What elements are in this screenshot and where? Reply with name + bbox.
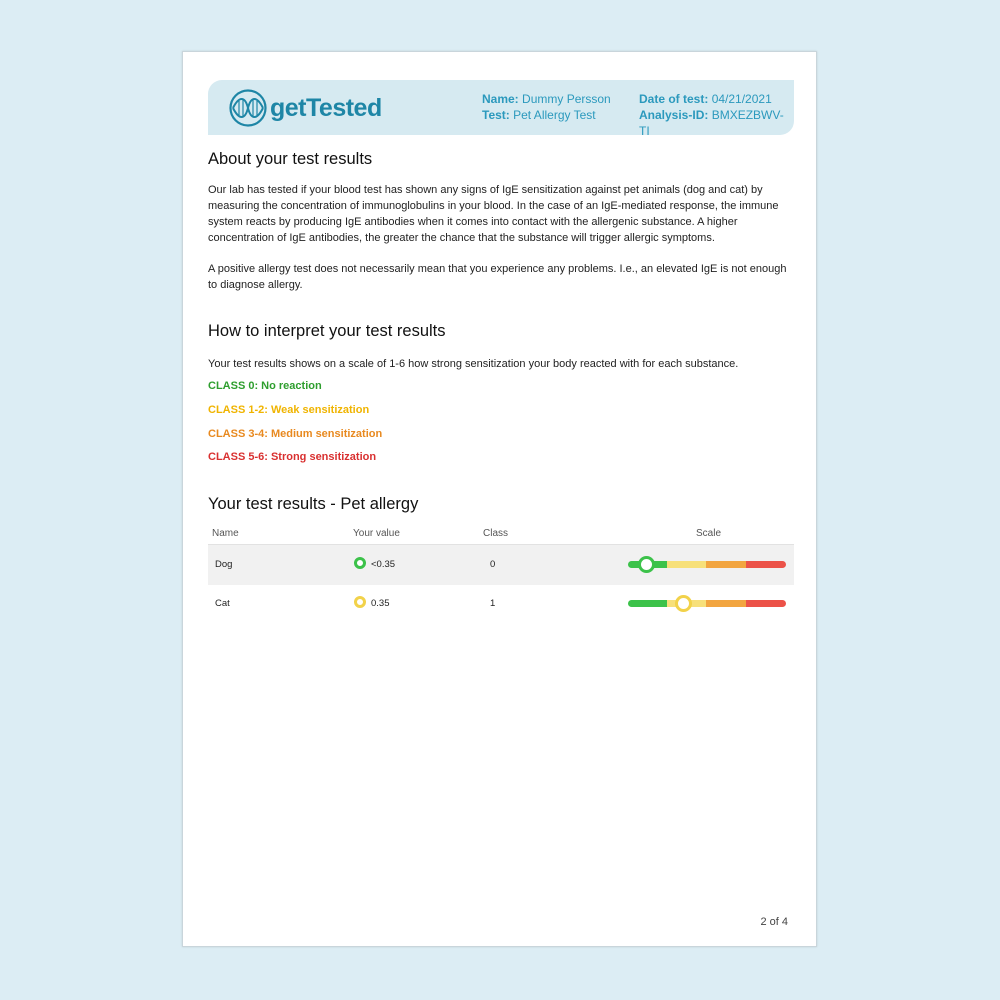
scale-segment-green — [628, 600, 667, 607]
document-page — [182, 51, 817, 947]
row-name: Dog — [215, 559, 233, 570]
analysis-id-label: Analysis-ID: — [639, 108, 709, 122]
row-class: 0 — [490, 559, 496, 570]
about-paragraph-1: Our lab has tested if your blood test has shown any signs of IgE sensitization against pet animals (dog and cat) by measuring the concentration of immunoglobulins in your blood. In the case of an IgE-mediated response, the immune system reacts by producing IgE antibodies when it comes into contact with the allergenic substance. A higher concentration of IgE antibodies, the greater the chance that the substance will trigger allergic symptoms. — [208, 184, 779, 244]
column-header-value: Your value — [353, 528, 400, 539]
scale-segment-red — [746, 600, 786, 607]
test-value: Pet Allergy Test — [513, 108, 596, 122]
test-label: Test: — [482, 108, 510, 122]
row-value: 0.35 — [371, 598, 390, 609]
scale-marker-icon — [675, 595, 692, 612]
class-1-2-label: CLASS 1-2: Weak sensitization — [208, 404, 370, 416]
report-header — [208, 80, 794, 138]
class-5-6-label: CLASS 5-6: Strong sensitization — [208, 451, 377, 463]
table-row — [208, 544, 794, 585]
about-paragraph-2: A positive allergy test does not necessarily mean that you experience any problems. I.e., an elevated IgE is not enough to diagnose allergy. — [208, 263, 787, 291]
sensitization-scale — [628, 561, 786, 568]
value-indicator-icon — [354, 596, 366, 608]
column-header-name: Name — [212, 528, 239, 539]
sensitization-scale — [628, 600, 786, 607]
interpret-intro: Your test results shows on a scale of 1-6 how strong sensitization your body reacted with for each substance. — [208, 358, 739, 370]
class-0-label: CLASS 0: No reaction — [208, 380, 322, 392]
scale-segment-orange — [706, 600, 746, 607]
test-info — [639, 91, 794, 139]
table-row — [208, 584, 794, 624]
scale-segment-red — [746, 561, 786, 568]
date-value: 04/21/2021 — [711, 92, 772, 106]
value-indicator-icon — [354, 557, 366, 569]
name-label: Name: — [482, 92, 519, 106]
name-value: Dummy Persson — [522, 92, 611, 106]
brand-logo — [228, 88, 388, 128]
scale-segment-orange — [706, 561, 746, 568]
dna-logo-icon — [228, 88, 268, 128]
interpret-heading: How to interpret your test results — [208, 322, 446, 340]
analysis-id-value: BMXEZBWV-TI — [639, 108, 784, 138]
scale-marker-icon — [638, 556, 655, 573]
brand-name: getTested — [270, 94, 382, 122]
results-heading: Your test results - Pet allergy — [208, 495, 419, 513]
date-label: Date of test: — [639, 92, 709, 106]
row-value: <0.35 — [371, 559, 396, 570]
class-3-4-label: CLASS 3-4: Medium sensitization — [208, 428, 383, 440]
about-heading: About your test results — [208, 150, 373, 168]
row-name: Cat — [215, 598, 230, 609]
column-header-class: Class — [483, 528, 509, 539]
patient-info — [482, 91, 611, 123]
column-header-scale: Scale — [696, 528, 722, 539]
row-class: 1 — [490, 598, 496, 609]
page-number: 2 of 4 — [760, 916, 788, 928]
scale-segment-yellow — [667, 561, 706, 568]
